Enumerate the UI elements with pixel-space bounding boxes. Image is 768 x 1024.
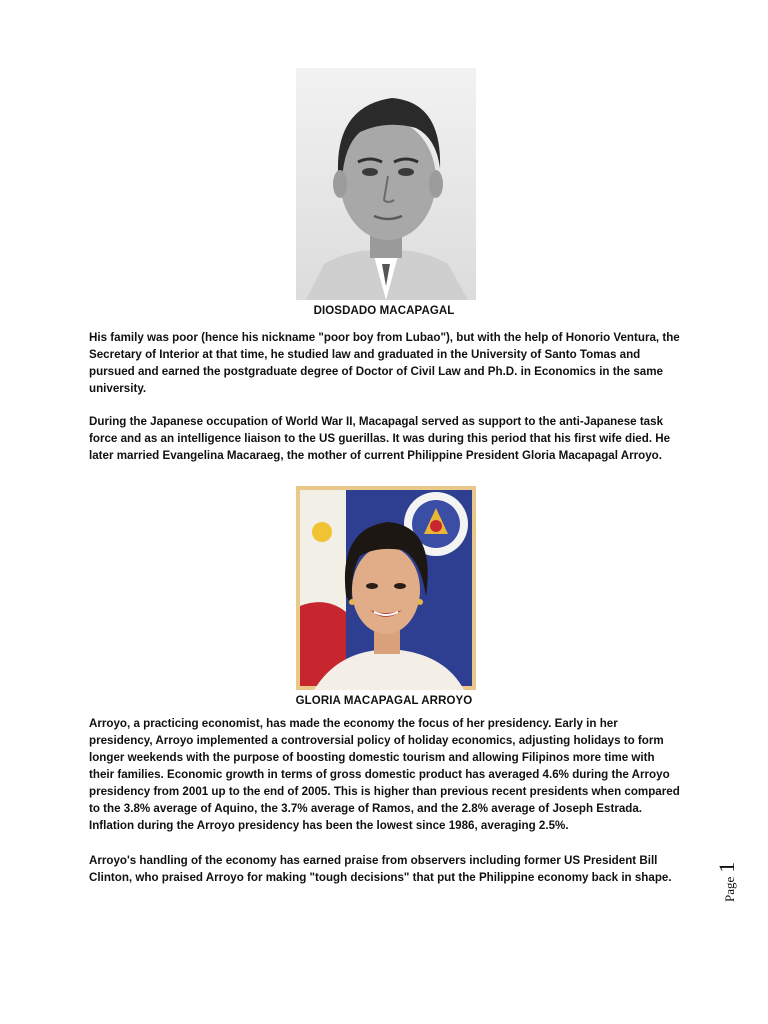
body-paragraph: Arroyo's handling of the economy has earned praise from observers including former US President Bill Clinton, who praised Arroyo for making "tough decisions" that put the Philippine economy back in shape.	[89, 854, 672, 884]
portrait-photo-gloria-macapagal-arroyo	[296, 486, 476, 690]
page-number-label: Page	[722, 876, 737, 902]
body-paragraph: During the Japanese occupation of World War II, Macapagal served as support to the anti-Japanese task force and as an intelligence liaison to the US guerillas. It was during this period that his first wife died. He later married Evangelina Macaraeg, the mother of current Philippine President Gloria Macapagal Arroyo.	[89, 415, 671, 462]
portrait-illustration	[296, 68, 476, 300]
body-paragraph: His family was poor (hence his nickname "poor boy from Lubao"), but with the help of Honorio Ventura, the Secretary of Interior at that time, he studied law and graduated in the University of Santo Tomas and pursued and earned the postgraduate degree of Doctor of Civil Law and Ph.D. in Economics in the same university.	[89, 331, 680, 395]
body-paragraph: Arroyo, a practicing economist, has made the economy the focus of her presidency. Early in her presidency, Arroyo implemented a controversial policy of holiday economics, adjusting holidays to form longer weekends with the purpose of boosting domestic tourism and allowing Filipinos more time with their families. Economic growth in terms of gross domestic product has averaged 4.6% during the Arroyo presidency from 2001 up to the end of 2005. This is higher than previous recent presidents when compared to the 3.8% average of Aquino, the 3.7% average of Ramos, and the 2.8% average of Joseph Estrada. Inflation during the Arroyo presidency has been the lowest since 1986, averaging 2.5%.	[89, 717, 680, 832]
photo-caption: DIOSDADO MACAPAGAL	[313, 305, 455, 317]
photo-caption: GLORIA MACAPAGAL ARROYO	[295, 695, 473, 707]
portrait-illustration	[296, 486, 476, 690]
page-number-value: 1	[714, 861, 739, 873]
page-number	[714, 862, 754, 902]
portrait-photo-diosdado-macapagal	[296, 68, 476, 300]
